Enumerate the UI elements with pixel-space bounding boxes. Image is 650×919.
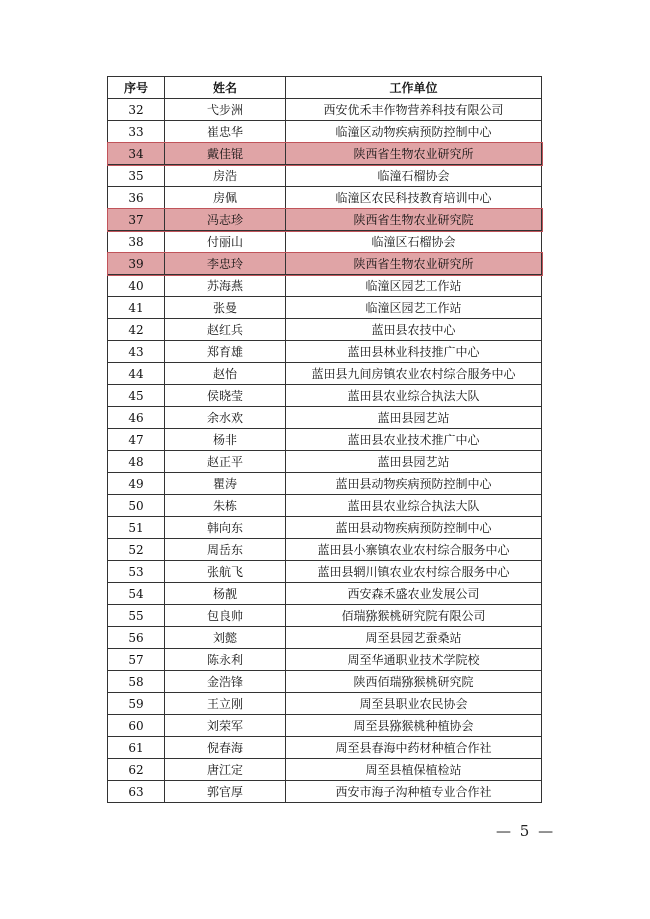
row-number: 37 (108, 209, 165, 231)
row-unit: 西安优禾丰作物营养科技有限公司 (286, 99, 542, 121)
row-unit: 临潼区石榴协会 (286, 231, 542, 253)
header-unit: 工作单位 (286, 77, 542, 99)
table-row (108, 209, 542, 231)
row-unit: 蓝田县林业科技推广中心 (286, 341, 542, 363)
row-number: 61 (108, 737, 165, 759)
row-name: 刘懿 (165, 627, 286, 649)
row-unit: 临潼区园艺工作站 (286, 297, 542, 319)
row-unit: 蓝田县辋川镇农业农村综合服务中心 (286, 561, 542, 583)
table-row (108, 121, 542, 143)
table-row (108, 627, 542, 649)
table-row (108, 275, 542, 297)
table-row (108, 99, 542, 121)
row-number: 48 (108, 451, 165, 473)
row-name: 弋步洲 (165, 99, 286, 121)
table-row (108, 649, 542, 671)
row-unit: 周至华通职业技术学院校 (286, 649, 542, 671)
row-name: 赵怡 (165, 363, 286, 385)
row-unit: 蓝田县动物疾病预防控制中心 (286, 473, 542, 495)
row-name: 杨非 (165, 429, 286, 451)
roster-table (107, 76, 542, 803)
row-number: 43 (108, 341, 165, 363)
row-number: 50 (108, 495, 165, 517)
row-number: 39 (108, 253, 165, 275)
row-number: 56 (108, 627, 165, 649)
row-name: 王立刚 (165, 693, 286, 715)
row-number: 33 (108, 121, 165, 143)
row-number: 45 (108, 385, 165, 407)
header-number: 序号 (108, 77, 165, 99)
table-row (108, 605, 542, 627)
table-row (108, 583, 542, 605)
row-unit: 临潼区园艺工作站 (286, 275, 542, 297)
row-unit: 周至县园艺蚕桑站 (286, 627, 542, 649)
row-unit: 蓝田县农业综合执法大队 (286, 385, 542, 407)
row-name: 张曼 (165, 297, 286, 319)
row-unit: 蓝田县动物疾病预防控制中心 (286, 517, 542, 539)
row-number: 40 (108, 275, 165, 297)
row-number: 49 (108, 473, 165, 495)
row-name: 苏海燕 (165, 275, 286, 297)
table-row (108, 539, 542, 561)
row-unit: 西安市海子沟种植专业合作社 (286, 781, 542, 803)
table-header-row (108, 77, 542, 99)
row-unit: 西安森禾盛农业发展公司 (286, 583, 542, 605)
row-name: 陈永利 (165, 649, 286, 671)
table-row (108, 363, 542, 385)
row-name: 李忠玲 (165, 253, 286, 275)
row-number: 62 (108, 759, 165, 781)
row-number: 59 (108, 693, 165, 715)
row-number: 36 (108, 187, 165, 209)
row-number: 58 (108, 671, 165, 693)
row-number: 52 (108, 539, 165, 561)
table-row (108, 759, 542, 781)
row-number: 41 (108, 297, 165, 319)
row-name: 戴佳锟 (165, 143, 286, 165)
row-unit: 陕西省生物农业研究所 (286, 143, 542, 165)
row-number: 34 (108, 143, 165, 165)
row-unit: 蓝田县农业技术推广中心 (286, 429, 542, 451)
row-unit: 蓝田县小寨镇农业农村综合服务中心 (286, 539, 542, 561)
row-unit: 陕西省生物农业研究院 (286, 209, 542, 231)
row-number: 44 (108, 363, 165, 385)
row-number: 38 (108, 231, 165, 253)
row-name: 金浩锋 (165, 671, 286, 693)
page-number: — 5 — (496, 822, 556, 840)
table-row (108, 473, 542, 495)
table-row (108, 165, 542, 187)
table-row (108, 319, 542, 341)
row-name: 包良帅 (165, 605, 286, 627)
row-name: 倪春海 (165, 737, 286, 759)
row-number: 32 (108, 99, 165, 121)
row-unit: 蓝田县园艺站 (286, 407, 542, 429)
row-name: 崔忠华 (165, 121, 286, 143)
row-name: 房佩 (165, 187, 286, 209)
row-name: 冯志珍 (165, 209, 286, 231)
table-row (108, 495, 542, 517)
row-unit: 周至县春海中药材种植合作社 (286, 737, 542, 759)
row-unit: 周至县猕猴桃种植协会 (286, 715, 542, 737)
table-row (108, 671, 542, 693)
row-unit: 蓝田县农技中心 (286, 319, 542, 341)
row-number: 57 (108, 649, 165, 671)
row-number: 63 (108, 781, 165, 803)
row-unit: 蓝田县园艺站 (286, 451, 542, 473)
table-row (108, 143, 542, 165)
row-name: 侯晓莹 (165, 385, 286, 407)
row-name: 瞿涛 (165, 473, 286, 495)
table-body (108, 99, 542, 803)
row-number: 60 (108, 715, 165, 737)
row-name: 郭官厚 (165, 781, 286, 803)
table-row (108, 429, 542, 451)
row-unit: 蓝田县九间房镇农业农村综合服务中心 (286, 363, 542, 385)
table-row (108, 693, 542, 715)
row-name: 房浩 (165, 165, 286, 187)
row-unit: 陕西省生物农业研究所 (286, 253, 542, 275)
table-row (108, 231, 542, 253)
table-row (108, 407, 542, 429)
row-number: 42 (108, 319, 165, 341)
table-row (108, 715, 542, 737)
row-name: 韩向东 (165, 517, 286, 539)
row-name: 杨靓 (165, 583, 286, 605)
table-row (108, 737, 542, 759)
row-name: 余水欢 (165, 407, 286, 429)
table-row (108, 297, 542, 319)
table-row (108, 781, 542, 803)
row-number: 35 (108, 165, 165, 187)
table-row (108, 451, 542, 473)
row-name: 赵红兵 (165, 319, 286, 341)
table-row (108, 385, 542, 407)
row-number: 53 (108, 561, 165, 583)
row-name: 刘荣军 (165, 715, 286, 737)
table-row (108, 253, 542, 275)
header-name: 姓名 (165, 77, 286, 99)
row-number: 51 (108, 517, 165, 539)
row-name: 朱栋 (165, 495, 286, 517)
row-number: 46 (108, 407, 165, 429)
row-number: 47 (108, 429, 165, 451)
row-unit: 陕西佰瑞猕猴桃研究院 (286, 671, 542, 693)
row-unit: 佰瑞猕猴桃研究院有限公司 (286, 605, 542, 627)
row-name: 赵正平 (165, 451, 286, 473)
table-row (108, 187, 542, 209)
row-number: 54 (108, 583, 165, 605)
row-unit: 周至县职业农民协会 (286, 693, 542, 715)
row-unit: 临潼石榴协会 (286, 165, 542, 187)
row-unit: 临潼区动物疾病预防控制中心 (286, 121, 542, 143)
row-name: 付丽山 (165, 231, 286, 253)
row-name: 唐江定 (165, 759, 286, 781)
table-row (108, 341, 542, 363)
row-unit: 周至县植保植检站 (286, 759, 542, 781)
row-unit: 蓝田县农业综合执法大队 (286, 495, 542, 517)
table-row (108, 517, 542, 539)
row-number: 55 (108, 605, 165, 627)
row-name: 郑育雄 (165, 341, 286, 363)
row-name: 周岳东 (165, 539, 286, 561)
row-name: 张航飞 (165, 561, 286, 583)
row-unit: 临潼区农民科技教育培训中心 (286, 187, 542, 209)
table-row (108, 561, 542, 583)
